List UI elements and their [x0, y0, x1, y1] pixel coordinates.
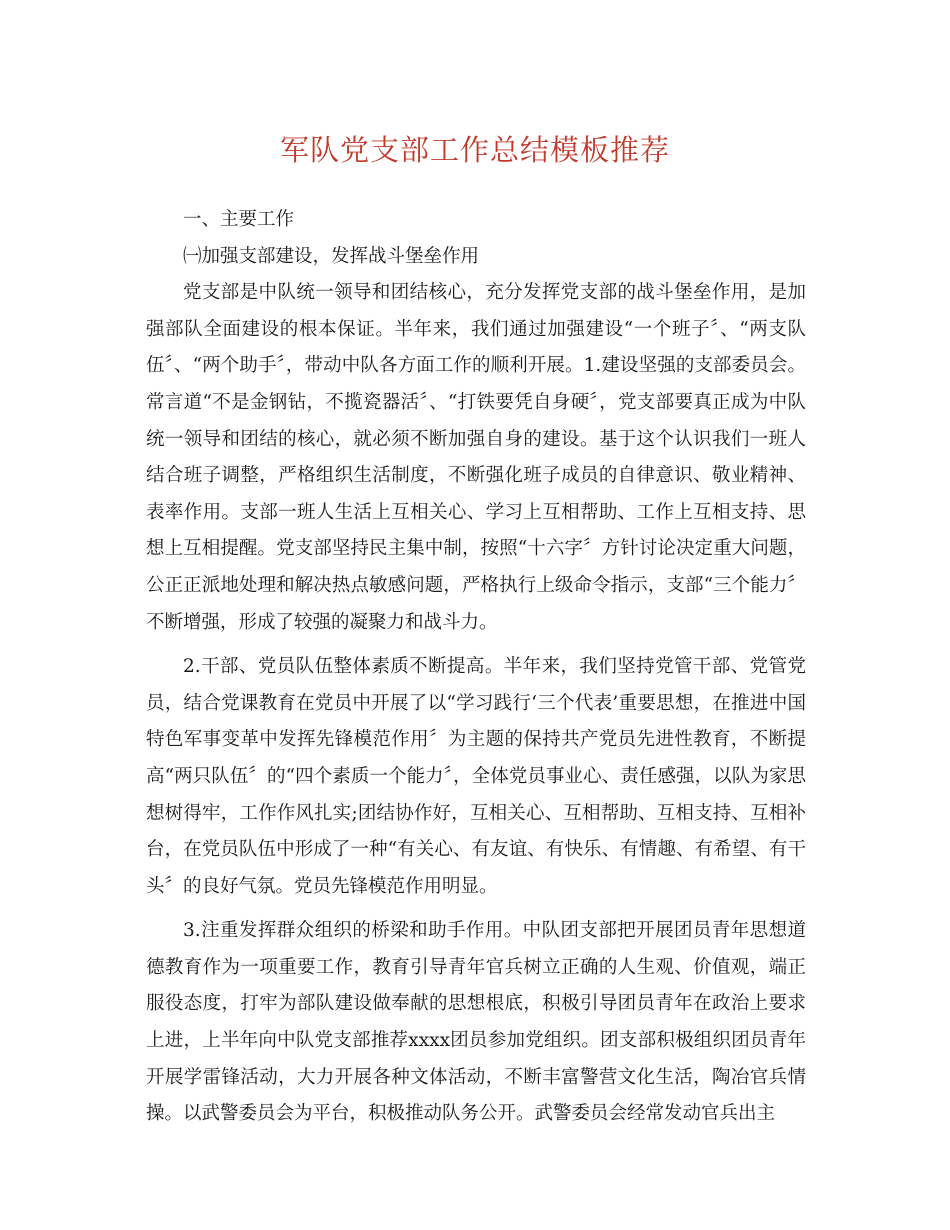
- section-heading: 一、主要工作: [183, 209, 295, 230]
- document-title: 军队党支部工作总结模板推荐: [279, 133, 670, 167]
- sub-heading: ㈠加强支部建设，发挥战斗堡垒作用: [183, 245, 480, 267]
- paragraph-2: 2.干部、党员队伍整体素质不断提高。半年来，我们坚持党管干部、党管党员，结合党课教育在党员中开展了以“学习践行‘三个代表’重要思想，在推进中国特色军事变革中发挥先锋模范作用〞为主题的保持共产党员先进性教育，不断提高“两只队伍〞的“四个素质一个能力〞，全体党员事业心、责任感强，以队为家思想树得牢，工作作风扎实;团结协作好，互相关心、互相帮助、互相支持、互相补台，在党员队伍中形成了一种“有关心、有友谊、有快乐、有情趣、有希望、有干头〞的良好气氛。党员先锋模范作用明显。: [146, 656, 806, 897]
- paragraph-1: 党支部是中队统一领导和团结核心，充分发挥党支部的战斗堡垒作用，是加强部队全面建设的根本保证。半年来，我们通过加强建设“一个班子〞、“两支队伍〞、“两个助手〞，带动中队各方面工作的顺利开展。1.建设坚强的支部委员会。常言道“不是金钢钻，不揽瓷器活〞、“打铁要凭自身硬〞，党支部要真正成为中队统一领导和团结的核心，就必须不断加强自身的建设。基于这个认识我们一班人结合班子调整，严格组织生活制度，不断强化班子成员的自律意识、敬业精神、表率作用。支部一班人生活上互相关心、学习上互相帮助、工作上互相支持、思想上互相提醒。党支部坚持民主集中制，按照“十六字〞方针讨论决定重大问题，公正正派地处理和解决热点敏感问题，严格执行上级命令指示，支部“三个能力〞不断增强，形成了较强的凝聚力和战斗力。: [146, 282, 806, 633]
- document-body: [146, 202, 806, 1133]
- paragraph-3: 3.注重发挥群众组织的桥梁和助手作用。中队团支部把开展团员青年思想道德教育作为一项重要工作，教育引导青年官兵树立正确的人生观、价值观，端正服役态度，打牢为部队建设做奉献的思想根底，积极引导团员青年在政治上要求上进，上半年向中队党支部推荐xxxx团员参加党组织。团支部积极组织团员青年开展学雷锋活动，大力开展各种文体活动，不断丰富警营文化生活，陶冶官兵情操。以武警委员会为平台，积极推动队务公开。武警委员会经常发动官兵出主: [146, 920, 806, 1125]
